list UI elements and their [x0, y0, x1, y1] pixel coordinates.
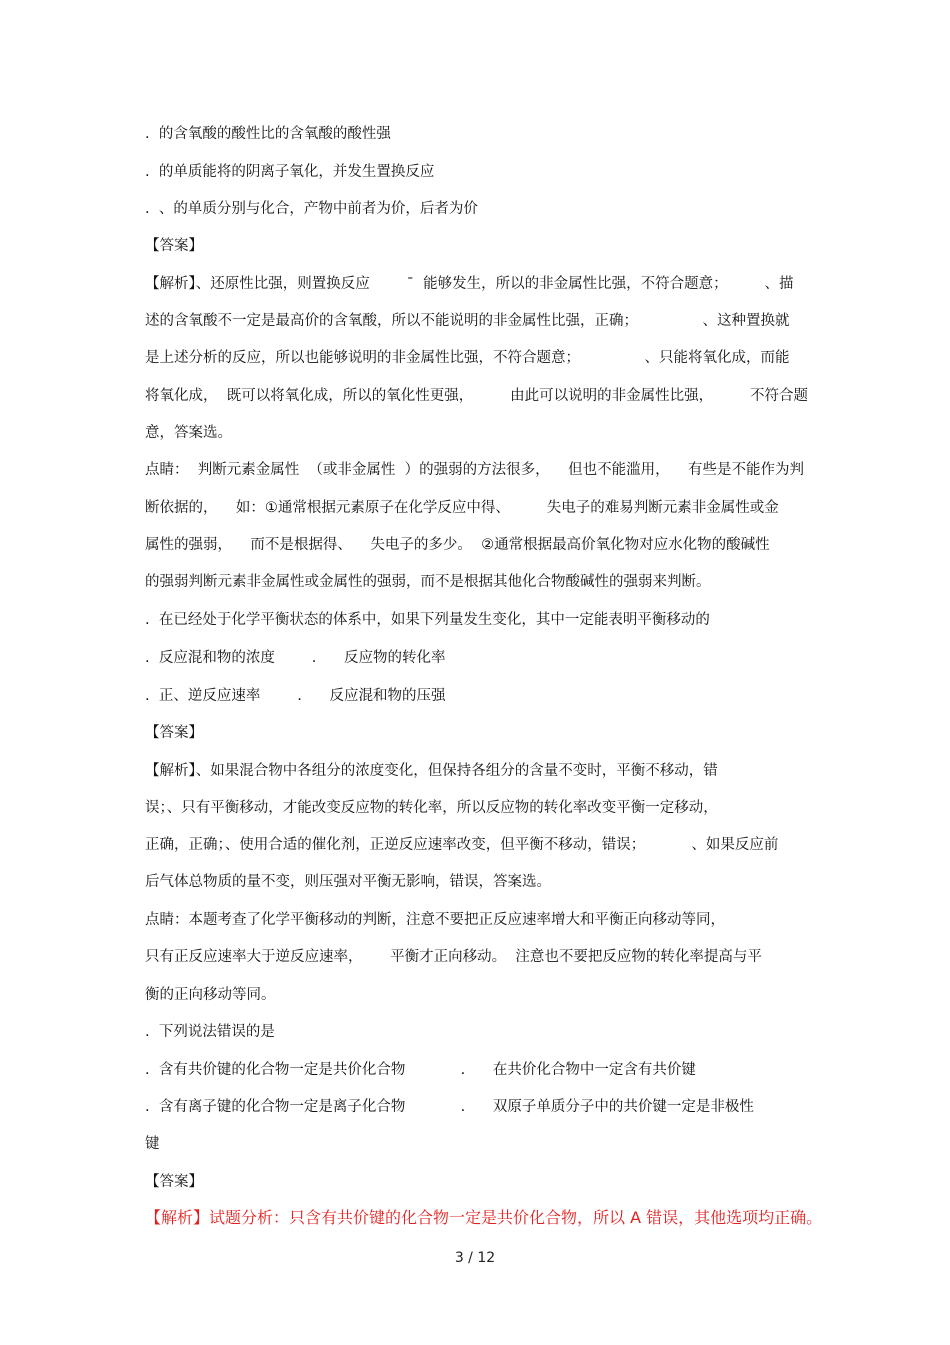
text-line: 键 — [145, 1136, 160, 1152]
text-line: 衡的正向移动等同。 — [145, 987, 276, 1003]
text-line: 误；、只有平衡移动，才能改变反应物的转化率，所以反应物的转化率改变平衡一定移动， — [145, 800, 718, 816]
text-line: 正确，正确；、使用合适的催化剂，正逆反应速率改变，但平衡不移动，错误； 、如果反应前 — [145, 837, 779, 853]
question-line: . 下列说法错误的是 — [145, 1024, 275, 1040]
text-line: . 的单质能将的阴离子氧化，并发生置换反应 — [145, 164, 435, 180]
answer-heading: 【答案】 — [145, 725, 203, 741]
text-line: 点睛： 判断元素金属性 （或非金属性 ）的强弱的方法很多， 但也不能滥用， 有些是不能作为判 — [145, 462, 805, 478]
option-line: . 含有共价键的化合物一定是共价化合物 . 在共价化合物中一定含有共价键 — [145, 1062, 696, 1078]
text-line: 将氧化成， 既可以将氧化成，所以的氧化性更强， 由此可以说明的非金属性比强， 不符合题 — [145, 388, 808, 404]
option-line: . 正、逆反应速率 . 反应混和物的压强 — [145, 688, 446, 704]
text-line: 意，答案选。 — [145, 425, 232, 441]
text-line: 只有正反应速率大于逆反应速率， 平衡才正向移动。 注意也不要把反应物的转化率提高与平 — [145, 949, 762, 965]
text-line: 的强弱判断元素非金属性或金属性的强弱，而不是根据其他化合物酸碱性的强弱来判断。 — [145, 574, 711, 590]
text-line: 【解析】、如果混合物中各组分的浓度变化，但保持各组分的含量不变时，平衡不移动，错 — [145, 763, 718, 779]
page-number: 3 / 12 — [454, 1250, 496, 1266]
option-line: . 反应混和物的浓度 . 反应物的转化率 — [145, 650, 446, 666]
question-line: . 在已经处于化学平衡状态的体系中，如果下列量发生变化，其中一定能表明平衡移动的 — [145, 612, 710, 628]
text-line: . 的含氧酸的酸性比的含氧酸的酸性强 — [145, 126, 391, 142]
option-line: . 含有离子键的化合物一定是离子化合物 . 双原子单质分子中的共价键一定是非极性 — [145, 1099, 754, 1115]
text-line: 点睛：本题考查了化学平衡移动的判断，注意不要把正反应速率增大和平衡正向移动等同， — [145, 912, 725, 928]
text-line: 述的含氧酸不一定是最高价的含氧酸，所以不能说明的非金属性比强，正确； 、这种置换就 — [145, 313, 790, 329]
text-line: 是上述分析的反应，所以也能够说明的非金属性比强，不符合题意； 、只能将氧化成，而能 — [145, 350, 790, 366]
text-line: 断依据的， 如：①通常根据元素原子在化学反应中得、 失电子的难易判断元素非金属性或金 — [145, 500, 779, 516]
text-line: 属性的强弱， 而不是根据得、 失电子的多少。 ②通常根据最高价氧化物对应水化物的酸碱性 — [145, 537, 770, 553]
text-line: . 、的单质分别与化合，产物中前者为价，后者为价 — [145, 201, 478, 217]
text-line: 后气体总物质的量不变，则压强对平衡无影响，错误，答案选。 — [145, 874, 551, 890]
answer-heading: 【答案】 — [145, 238, 203, 254]
text-line: 【解析】、还原性比强，则置换反应 ¯ 能够发生，所以的非金属性比强，不符合题意； 、描 — [145, 276, 794, 292]
answer-heading: 【答案】 — [145, 1174, 203, 1190]
analysis-highlight: 【解析】试题分析：只含有共价键的化合物一定是共价化合物，所以 A 错误，其他选项均正确。 — [145, 1208, 823, 1227]
